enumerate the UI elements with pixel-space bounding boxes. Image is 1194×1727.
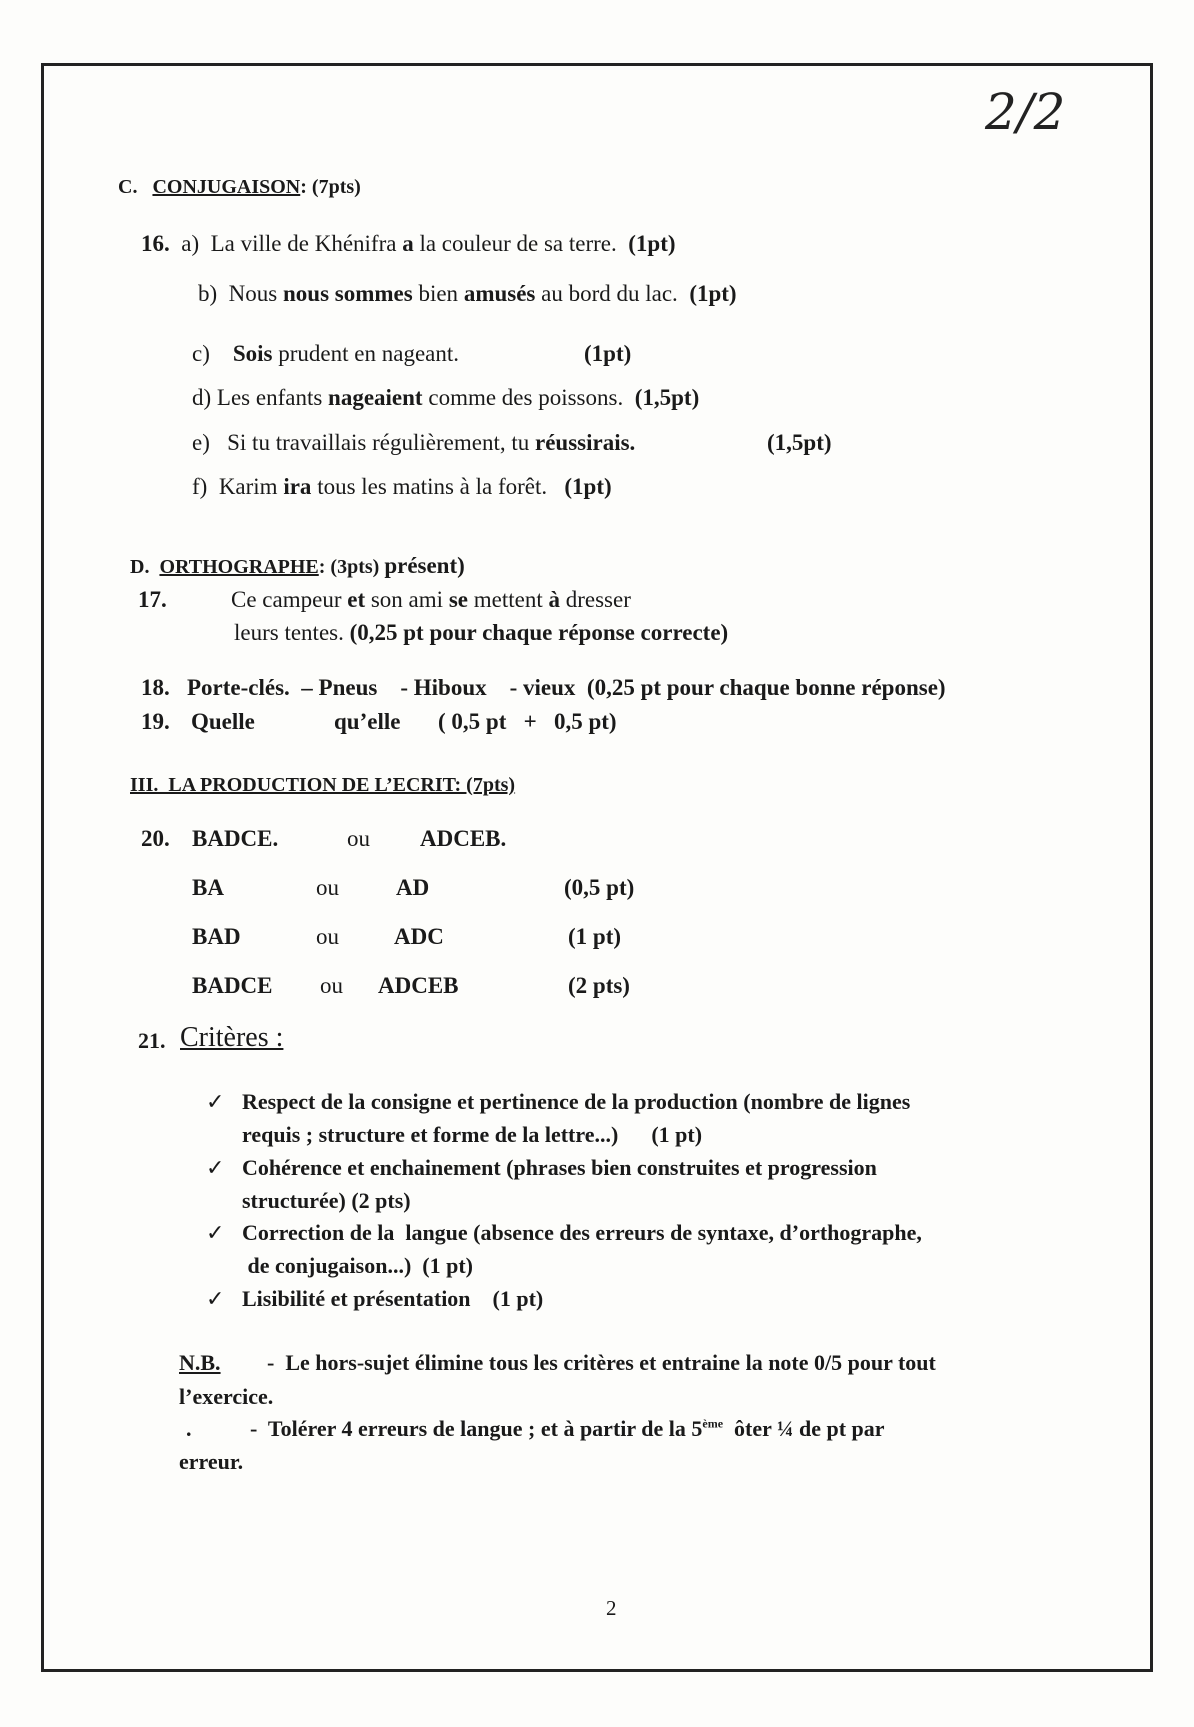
page-number: 2 [606,1596,617,1620]
section-title: ORTHOGRAPHE [159,556,319,578]
points: (0,25 pt pour chaque réponse correcte) [349,620,729,645]
nb-text-part: ôter ¼ de pt par [723,1416,885,1441]
answer-bold: amusés [463,281,536,306]
criteria-title: Critères : [180,1022,284,1053]
answer-text: comme des poissons. [422,385,635,410]
answer-text: Ce campeur [231,587,348,612]
question-number: 17. [138,587,167,612]
answer-text: tous les matins à la forêt. [311,474,565,499]
sequence-b: AD [396,875,430,900]
section-title: CONJUGAISON [152,176,301,198]
answer-16b [198,281,737,307]
or-word: ou [347,826,370,851]
sequence-a: BAD [192,924,241,949]
answer-bold: ira [283,474,312,499]
or-word: ou [320,973,343,998]
points: (1pt) [689,281,737,306]
superscript: ème [702,1416,724,1431]
criterion-text: requis ; structure et forme de la lettre...) (1 pt) [242,1122,703,1147]
sequence-a: BA [192,875,224,900]
answer-text: f) Karim [192,474,284,499]
answer-bold: réussirais. [534,430,636,455]
answer-text: a) La ville de Khénifra [181,231,403,256]
nb-text-part: - Tolérer 4 erreurs de langue ; et à partir de la 5 [250,1416,703,1441]
question-number: 21. [138,1028,166,1053]
answer-19a: Quelle [191,709,255,734]
points: (1pt) [628,231,676,256]
answer-17-line2 [234,620,728,646]
answer-text: c) [192,341,233,366]
question-number: 16. [141,231,170,256]
answer-bold: se [448,587,468,612]
nb-text [250,1416,885,1442]
or-word: ou [316,924,339,949]
answer-20b: ADCEB. [420,826,507,851]
answer-text: prudent en nageant. [272,341,459,366]
criterion-text: Correction de la langue (absence des erreurs de syntaxe, d’orthographe, [242,1220,922,1245]
points: (1pt) [584,341,632,366]
criterion-text: structurée) (2 pts) [242,1188,411,1213]
section-points: : (3pts) [318,556,385,578]
points: (0,5 pt) [564,875,635,900]
answer-bold: Sois [232,341,273,366]
answer-text: au bord du lac. [535,281,690,306]
section-production-heading: III. LA PRODUCTION DE L’ECRIT: (7pts) [130,774,516,796]
answer-text: e) Si tu travaillais régulièrement, tu [192,430,535,455]
nb-text: - Le hors-sujet élimine tous les critères et entraine la note 0/5 pour tout [267,1350,936,1375]
check-icon: ✓ [206,1089,225,1114]
answer-20a: BADCE. [192,826,279,851]
answer-text: bien [412,281,464,306]
section-points: : (7pts) [300,176,361,198]
check-icon: ✓ [206,1220,225,1245]
points: (1 pt) [568,924,622,949]
nb-bullet: . [186,1416,192,1441]
nb-text: erreur. [179,1449,244,1474]
answer-text: b) Nous [198,281,283,306]
criterion-text: Lisibilité et présentation (1 pt) [242,1286,544,1311]
criterion-text: de conjugaison...) (1 pt) [242,1253,474,1278]
answer-bold: nageaient [328,385,423,410]
nb-label: N.B. [179,1350,221,1375]
check-icon: ✓ [206,1155,225,1180]
points: (1pt) [564,474,612,499]
question-number: 19. [141,709,170,734]
section-note: présent) [384,553,465,578]
points: (1,5pt) [634,385,700,410]
answer-19b: qu’elle [334,709,401,734]
question-number: 20. [141,826,170,851]
nb-text: l’exercice. [179,1384,274,1409]
criterion-text: Respect de la consigne et pertinence de la production (nombre de lignes [242,1089,911,1114]
answer-text: d) Les enfants [192,385,329,410]
points: ( 0,5 pt + 0,5 pt) [438,709,617,734]
answer-text: son ami [365,587,449,612]
answer-16a [141,231,676,257]
answer-16f [192,474,612,500]
answer-bold: et [347,587,366,612]
answer-text: la couleur de sa terre. [413,231,629,256]
or-word: ou [316,875,339,900]
points: (1,5pt) [767,430,832,455]
answer-bold: nous sommes [282,281,413,306]
section-orthographe-heading [130,553,465,579]
answer-17-line1 [231,587,631,613]
check-icon: ✓ [206,1286,225,1311]
answer-16d [192,385,699,411]
answer-16e [192,430,635,456]
answer-text: dresser [559,587,631,612]
answer-bold: à [548,587,560,612]
criterion-text: Cohérence et enchainement (phrases bien construites et progression [242,1155,877,1180]
section-conjugaison-heading [118,174,361,200]
sequence-b: ADC [394,924,444,949]
handwritten-page-mark: 2/2 [985,83,1066,141]
answer-text: mettent [467,587,549,612]
points: (2 pts) [568,973,630,998]
sequence-a: BADCE [192,973,273,998]
sequence-b: ADCEB [378,973,459,998]
section-letter: C. [118,176,138,198]
answer-18: 18. Porte-clés. – Pneus - Hiboux - vieux (0,25 pt pour chaque bonne réponse) [141,675,946,700]
section-letter: D. [130,556,150,578]
answer-text: leurs tentes. [234,620,350,645]
answer-16c [192,341,459,367]
answer-bold: a [402,231,414,256]
